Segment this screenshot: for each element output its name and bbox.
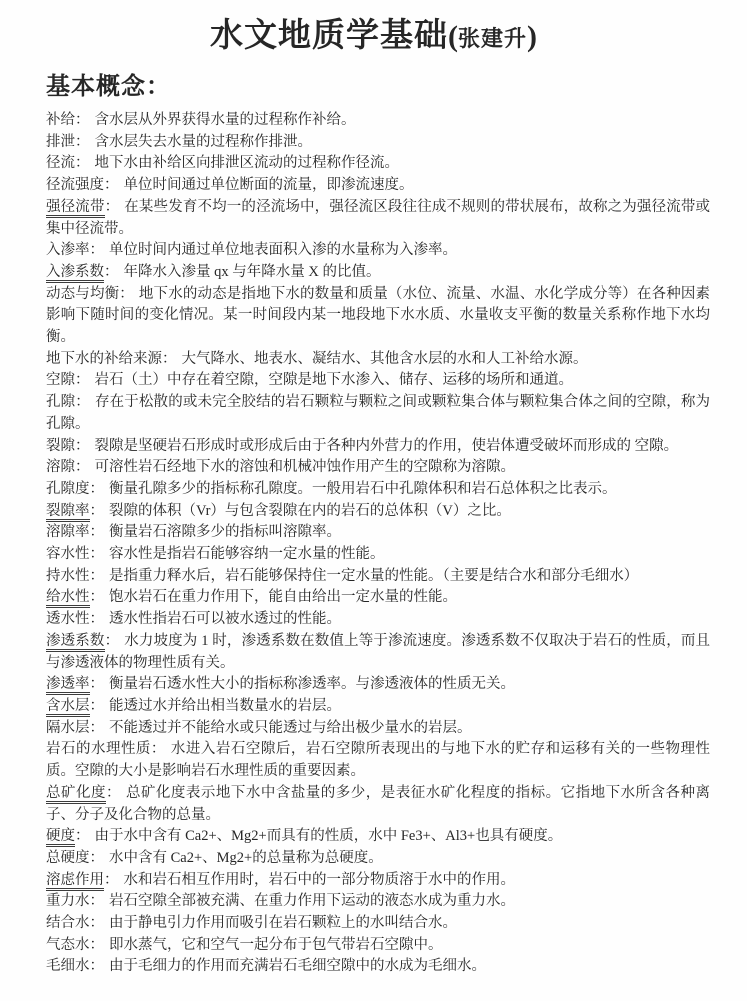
term-colon: ：	[104, 263, 119, 280]
term-colon: ：	[104, 177, 119, 194]
term-colon: ：	[89, 524, 104, 541]
term-label: 含水层	[46, 698, 90, 717]
definition-entry	[46, 240, 710, 262]
term-definition: 能透过水并给出相当数量水的岩层。	[109, 697, 341, 714]
definition-entry	[46, 956, 710, 978]
definition-entry	[46, 913, 710, 935]
term-label: 裂隙率	[46, 503, 90, 522]
term-definition: 水中含有 Ca2+、Mg2+的总量称为总硬度。	[109, 849, 383, 866]
definition-entry	[46, 718, 710, 740]
term-label: 溶隙率	[46, 524, 90, 541]
definition-entry	[46, 609, 710, 631]
term-colon: ：	[89, 719, 104, 736]
term-colon: ：	[162, 350, 177, 367]
term-colon: ：	[89, 936, 104, 953]
title-paren-close: )	[527, 20, 537, 53]
definition-entry	[46, 370, 710, 392]
section-heading: 基本概念：	[46, 74, 171, 100]
term-colon: ：	[89, 589, 104, 606]
term-definition: 单位时间通过单位断面的流量，即渗流速度。	[123, 177, 414, 194]
term-colon: ：	[89, 697, 104, 714]
term-definition: 透水性指岩石可以被水透过的性能。	[109, 611, 341, 628]
term-definition: 岩石（土）中存在着空隙，空隙是地下水渗入、储存、运移的场所和通道。	[94, 372, 573, 389]
definition-entry	[46, 696, 710, 718]
definition-entry	[46, 674, 710, 696]
term-colon: ：	[75, 112, 90, 128]
term-colon: ：	[75, 828, 90, 845]
term-label: 渗透率	[46, 676, 90, 695]
term-definition: 水力坡度为 1 时，渗透系数在数值上等于渗流速度。渗透系数不仅取决于岩石的性质，而且与渗透液体的物理性质有关。	[46, 632, 711, 671]
term-label: 结合水	[46, 915, 90, 932]
term-colon: ：	[89, 849, 104, 866]
term-label: 隔水层	[46, 719, 90, 736]
term-label: 总硬度	[46, 849, 90, 866]
term-label: 容水性	[46, 546, 90, 563]
definition-entry	[46, 392, 710, 435]
term-label: 空隙	[46, 372, 75, 389]
term-definition: 衡量岩石溶隙多少的指标叫溶隙率。	[109, 524, 341, 541]
term-colon: ：	[75, 372, 90, 389]
term-definition: 水进入岩石空隙后，岩石空隙所表现出的与地下水的贮存和运移有关的一些物理性质。空隙的大小是影响岩石水理性质的重要因素。	[46, 741, 711, 780]
term-label: 径流	[46, 155, 75, 172]
term-colon: ：	[75, 437, 90, 454]
term-definition: 由于静电引力作用而吸引在岩石颗粒上的水叫结合水。	[109, 915, 457, 932]
term-label: 孔隙	[46, 394, 76, 411]
term-definition: 在某些发育不均一的泾流场中，强径流区段往往成不规则的带状展布，故称之为强径流带或集中径流带。	[46, 198, 711, 237]
page-title	[0, 0, 747, 60]
term-label: 持水性	[46, 567, 90, 584]
term-label: 透水性	[46, 611, 90, 628]
definition-entry	[46, 284, 710, 349]
definition-entry	[46, 110, 710, 132]
definition-entry	[46, 848, 710, 870]
title-author: 张建升	[457, 26, 527, 51]
term-colon: ：	[89, 915, 104, 932]
definition-list	[46, 110, 710, 978]
term-definition: 单位时间内通过单位地表面积入渗的水量称为入渗率。	[109, 242, 457, 259]
term-label: 岩石的水理性质	[46, 741, 151, 758]
term-label: 入渗率	[46, 242, 90, 259]
term-definition: 含水层失去水量的过程称作排泄。	[94, 133, 312, 150]
term-colon: ：	[89, 611, 104, 628]
definition-entry	[46, 197, 710, 240]
term-definition: 存在于松散的或未完全胶结的岩石颗粒与颗粒之间或颗粒集合体与颗粒集合体之间的空隙，称为孔隙。	[46, 394, 711, 432]
term-definition: 即水蒸气，它和空气一起分布于包气带岩石空隙中。	[109, 936, 443, 953]
term-definition: 不能透过并不能给水或只能透过与给出极少量水的岩层。	[109, 719, 472, 736]
term-definition: 岩石空隙全部被充满、在重力作用下运动的液态水成为重力水。	[109, 893, 515, 910]
term-label: 排泄	[46, 133, 75, 150]
term-definition: 大气降水、地表水、凝结水、其他含水层的水和人工补给水源。	[181, 350, 588, 367]
definition-entry	[46, 262, 710, 284]
term-definition: 衡量岩石透水性大小的指标称渗透率。与渗透液体的性质无关。	[109, 676, 515, 693]
term-colon: ：	[75, 155, 90, 172]
definition-entry	[46, 132, 710, 154]
term-definition: 由于毛细力的作用而充满岩石毛细空隙中的水成为毛细水。	[109, 958, 486, 975]
definition-entry	[46, 587, 710, 609]
term-colon: ：	[75, 394, 90, 411]
term-label: 总矿化度	[46, 785, 106, 804]
term-label: 入渗系数	[46, 264, 104, 283]
definition-entry	[46, 544, 710, 566]
definition-entry	[46, 891, 710, 913]
definition-entry	[46, 457, 710, 479]
term-label: 毛细水	[46, 958, 90, 975]
term-colon: ：	[104, 198, 120, 215]
term-definition: 水和岩石相互作用时，岩石中的一部分物质溶于水中的作用。	[123, 871, 515, 888]
definition-entry	[46, 935, 710, 957]
term-label: 补给	[46, 112, 75, 128]
term-definition: 总矿化度表示地下水中含盐量的多少，是表征水矿化程度的指标。它指地下水所含各种离子、分子及化合物的总量。	[46, 784, 711, 823]
title-paren-open: (	[447, 20, 458, 53]
term-definition: 容水性是指岩石能够容纳一定水量的性能。	[109, 546, 385, 563]
term-label: 动态与均衡	[46, 285, 120, 302]
term-colon: ：	[89, 546, 104, 563]
term-colon: ：	[105, 784, 121, 801]
definition-entry	[46, 479, 710, 501]
term-definition: 年降水入渗量 qx 与年降水量 X 的比值。	[123, 263, 381, 280]
term-label: 溶隙	[46, 459, 75, 476]
definition-entry	[46, 566, 710, 588]
term-definition: 裂隙是坚硬岩石形成时或形成后由于各种内外营力的作用，使岩体遭受破坏而形成的 空隙。	[94, 437, 679, 454]
term-colon: ：	[104, 871, 119, 888]
term-colon: ：	[75, 133, 90, 150]
term-label: 地下水的补给来源	[46, 350, 162, 367]
term-definition: 裂隙的体积（Vr）与包含裂隙在内的岩石的总体积（V）之比。	[109, 502, 511, 519]
term-colon: ：	[75, 459, 90, 476]
term-label: 重力水	[46, 893, 90, 910]
definition-entry	[46, 175, 710, 197]
definition-entry	[46, 870, 710, 892]
term-definition: 含水层从外界获得水量的过程称作补给。	[94, 112, 356, 128]
term-definition: 地下水由补给区向排泄区流动的过程称作径流。	[94, 155, 399, 172]
definition-entry	[46, 739, 710, 782]
definition-entry	[46, 349, 710, 371]
term-colon: ：	[150, 741, 166, 758]
definition-entry	[46, 783, 710, 826]
definition-entry	[46, 826, 710, 848]
term-label: 强径流带	[46, 199, 105, 218]
definition-entry	[46, 631, 710, 674]
term-label: 气态水	[46, 936, 90, 953]
definition-entry	[46, 153, 710, 175]
term-definition: 衡量孔隙多少的指标称孔隙度。一般用岩石中孔隙体积和岩石总体积之比表示。	[109, 480, 617, 497]
term-definition: 由于水中含有 Ca2+、Mg2+而具有的性质，水中 Fe3+、Al3+也具有硬度。	[94, 828, 563, 845]
term-colon: ：	[89, 502, 104, 519]
term-label: 溶虑作用	[46, 872, 104, 891]
term-label: 裂隙	[46, 437, 75, 454]
term-definition: 地下水的动态是指地下水的数量和质量（水位、流量、水温、水化学成分等）在各种因素影响下随时间的变化情况。某一时间段内某一地段地下水水质、水量收支平衡的数量关系称作地下水均衡。	[46, 285, 711, 346]
definition-entry	[46, 501, 710, 523]
term-definition: 可溶性岩石经地下水的溶蚀和机械冲蚀作用产生的空隙称为溶隙。	[94, 459, 515, 476]
title-text: 水文地质学基础	[209, 18, 448, 54]
term-label: 径流强度	[46, 177, 104, 194]
term-colon: ：	[104, 632, 120, 649]
term-colon: ：	[89, 567, 104, 584]
term-label: 给水性	[46, 589, 90, 608]
term-colon: ：	[119, 285, 134, 302]
term-colon: ：	[89, 676, 104, 693]
term-definition: 是指重力释水后，岩石能够保持住一定水量的性能。（主要是结合水和部分毛细水）	[109, 567, 639, 584]
definition-entry	[46, 522, 710, 544]
term-label: 硬度	[46, 828, 75, 847]
definition-entry	[46, 436, 710, 458]
term-colon: ：	[89, 480, 104, 497]
term-label: 孔隙度	[46, 480, 90, 497]
term-colon: ：	[89, 893, 104, 910]
term-definition: 饱水岩石在重力作用下，能自由给出一定水量的性能。	[109, 589, 457, 606]
term-colon: ：	[89, 958, 104, 975]
term-label: 渗透系数	[46, 633, 105, 652]
term-colon: ：	[89, 242, 104, 259]
